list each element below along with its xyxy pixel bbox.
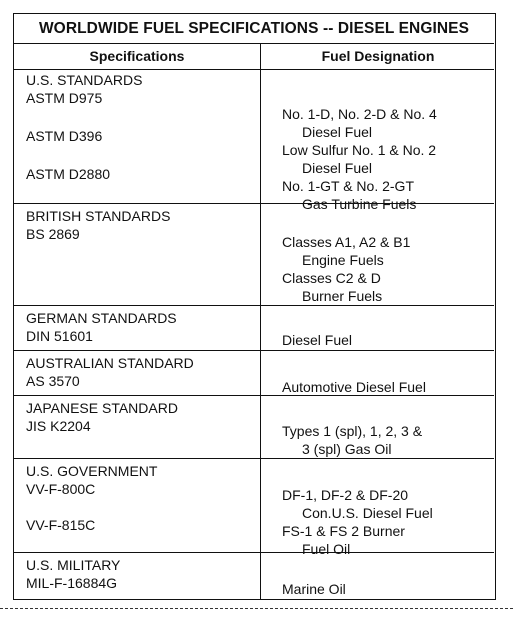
fuel-item: Con.U.S. Diesel Fuel — [302, 505, 433, 521]
fuel-item: Engine Fuels — [302, 252, 384, 268]
fuel-item: Classes A1, A2 & B1 — [282, 234, 411, 250]
fuel-item: 3 (spl) Gas Oil — [302, 441, 392, 457]
group-label: AUSTRALIAN STANDARD — [26, 355, 194, 371]
spec-item: VV-F-800C — [26, 481, 96, 497]
fuel-spec-table — [13, 13, 496, 600]
fuel-item: No. 1-GT & No. 2-GT — [282, 178, 414, 194]
header-row — [14, 43, 494, 70]
group-label: U.S. STANDARDS — [26, 72, 143, 88]
fuel-item: Diesel Fuel — [302, 124, 373, 140]
spec-item: JIS K2204 — [26, 418, 91, 434]
fuel-item: Gas Turbine Fuels — [302, 196, 417, 212]
header-specifications: Specifications — [89, 48, 185, 64]
table-row-australian-standard — [14, 351, 494, 396]
spec-item: ASTM D396 — [26, 128, 103, 144]
fuel-item: FS-1 & FS 2 Burner — [282, 523, 405, 539]
fuel-item: Burner Fuels — [302, 288, 383, 304]
fuel-item: Automotive Diesel Fuel — [282, 379, 426, 395]
fuel-item: Types 1 (spl), 1, 2, 3 & — [282, 423, 423, 439]
spec-item: BS 2869 — [26, 226, 80, 242]
table-row-british-standards — [14, 204, 494, 306]
group-label: BRITISH STANDARDS — [26, 208, 171, 224]
fuel-item: Diesel Fuel — [302, 160, 373, 176]
table-row-japanese-standard — [14, 396, 494, 459]
spec-item: MIL-F-16884G — [26, 575, 118, 591]
fuel-item: Low Sulfur No. 1 & No. 2 — [282, 142, 437, 158]
group-label: JAPANESE STANDARD — [26, 400, 178, 416]
spec-item: AS 3570 — [26, 373, 80, 389]
header-fuel-designation: Fuel Designation — [321, 48, 435, 64]
fuel-item: No. 1-D, No. 2-D & No. 4 — [282, 106, 437, 122]
table-row-us-military — [14, 553, 494, 599]
spec-item: DIN 51601 — [26, 328, 93, 344]
group-label: U.S. MILITARY — [26, 557, 121, 573]
spec-item: ASTM D2880 — [26, 166, 111, 182]
page-bottom-rule — [0, 608, 513, 609]
spec-item: ASTM D975 — [26, 90, 103, 106]
fuel-item: DF-1, DF-2 & DF-20 — [282, 487, 409, 503]
table-title: WORLDWIDE FUEL SPECIFICATIONS -- DIESEL ENGINES — [14, 14, 494, 44]
fuel-item: Marine Oil — [282, 581, 346, 597]
table-row-german-standards — [14, 306, 494, 351]
fuel-item: Classes C2 & D — [282, 270, 381, 286]
group-label: U.S. GOVERNMENT — [26, 463, 158, 479]
spec-item: VV-F-815C — [26, 517, 96, 533]
table-row-us-government — [14, 459, 494, 557]
fuel-item: Diesel Fuel — [282, 332, 353, 348]
group-label: GERMAN STANDARDS — [26, 310, 177, 326]
fuel-item: Fuel Oil — [302, 541, 351, 557]
table-row-us-standards — [14, 70, 494, 212]
